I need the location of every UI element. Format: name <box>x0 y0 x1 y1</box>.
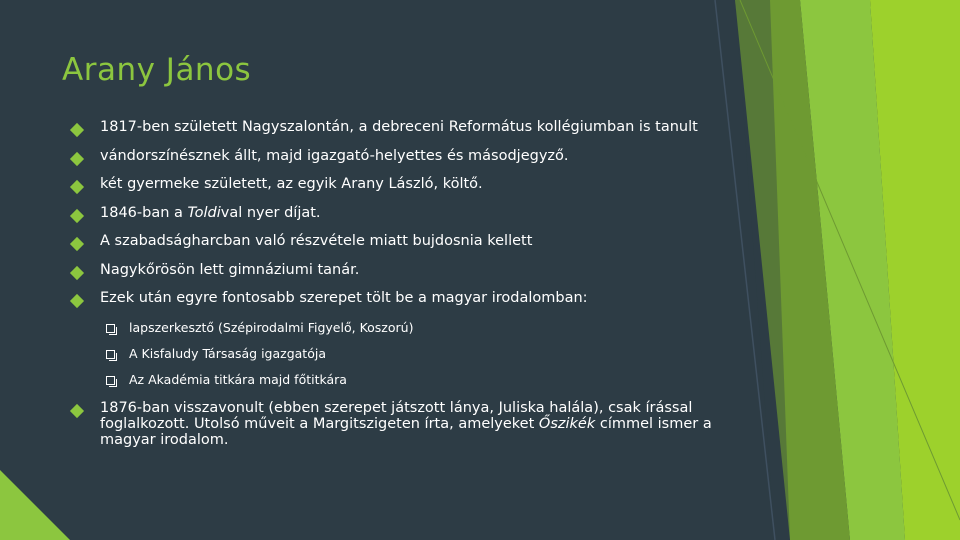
bullet-item <box>68 233 740 249</box>
bullet-item <box>68 119 740 135</box>
square-bullet-icon <box>106 350 115 359</box>
deco-bottom-left <box>0 470 70 540</box>
diamond-bullet-icon <box>70 152 84 166</box>
bullet-text: vándorszínésznek állt, majd igazgató-helyettes és másodjegyző. <box>100 148 569 164</box>
sub-bullet-item <box>106 372 347 387</box>
bullet-item <box>68 205 740 221</box>
sub-bullet-text: lapszerkesztő (Szépirodalmi Figyelő, Koszorú) <box>129 320 414 335</box>
bullet-item <box>68 176 740 192</box>
bullet-text: Ezek után egyre fontosabb szerepet tölt be a magyar irodalomban: <box>100 290 588 306</box>
sub-bullet-text: A Kisfaludy Társaság igazgatója <box>129 346 326 361</box>
bullet-text: A szabadságharcban való részvétele miatt bujdosnia kellett <box>100 233 533 249</box>
bullet-item <box>68 148 740 164</box>
bullet-text: 1817-ben született Nagyszalontán, a debreceni Református kollégiumban is tanult <box>100 119 698 135</box>
sub-bullet-item <box>106 320 413 335</box>
work-title-italic: Toldi <box>187 205 221 221</box>
bullet-text-part: 1876-ban visszavonult (ebben szerepet játszott lánya, Juliska halála), csak írással foglalkozott. Utolsó műveit a Margitszigeten írta, amelyeket <box>100 400 693 432</box>
diamond-bullet-icon <box>70 180 84 194</box>
bullet-text <box>100 205 740 221</box>
bullet-text-part: címmel ismer a magyar irodalom. <box>100 416 712 448</box>
square-bullet-icon <box>106 376 115 385</box>
sub-bullet-text: Az Akadémia titkára majd főtitkára <box>129 372 347 387</box>
diamond-bullet-icon <box>70 123 84 137</box>
bullet-item <box>68 400 740 448</box>
bullet-text: Nagykőrösön lett gimnáziumi tanár. <box>100 262 360 278</box>
diamond-bullet-icon <box>70 294 84 308</box>
bullet-text <box>100 400 740 448</box>
bullet-text: két gyermeke született, az egyik Arany László, költő. <box>100 176 483 192</box>
bullet-item <box>68 290 740 306</box>
square-bullet-icon <box>106 324 115 333</box>
bullet-text-part: 1846-ban a <box>100 205 188 221</box>
diamond-bullet-icon <box>70 266 84 280</box>
work-title-italic: Őszikék <box>538 416 596 432</box>
bullet-text-part: val nyer díjat. <box>220 205 321 221</box>
diamond-bullet-icon <box>70 209 84 223</box>
diamond-bullet-icon <box>70 237 84 251</box>
bullet-item <box>68 262 740 278</box>
diamond-bullet-icon <box>70 404 84 418</box>
slide-title: Arany János <box>62 52 252 88</box>
sub-bullet-item <box>106 346 326 361</box>
